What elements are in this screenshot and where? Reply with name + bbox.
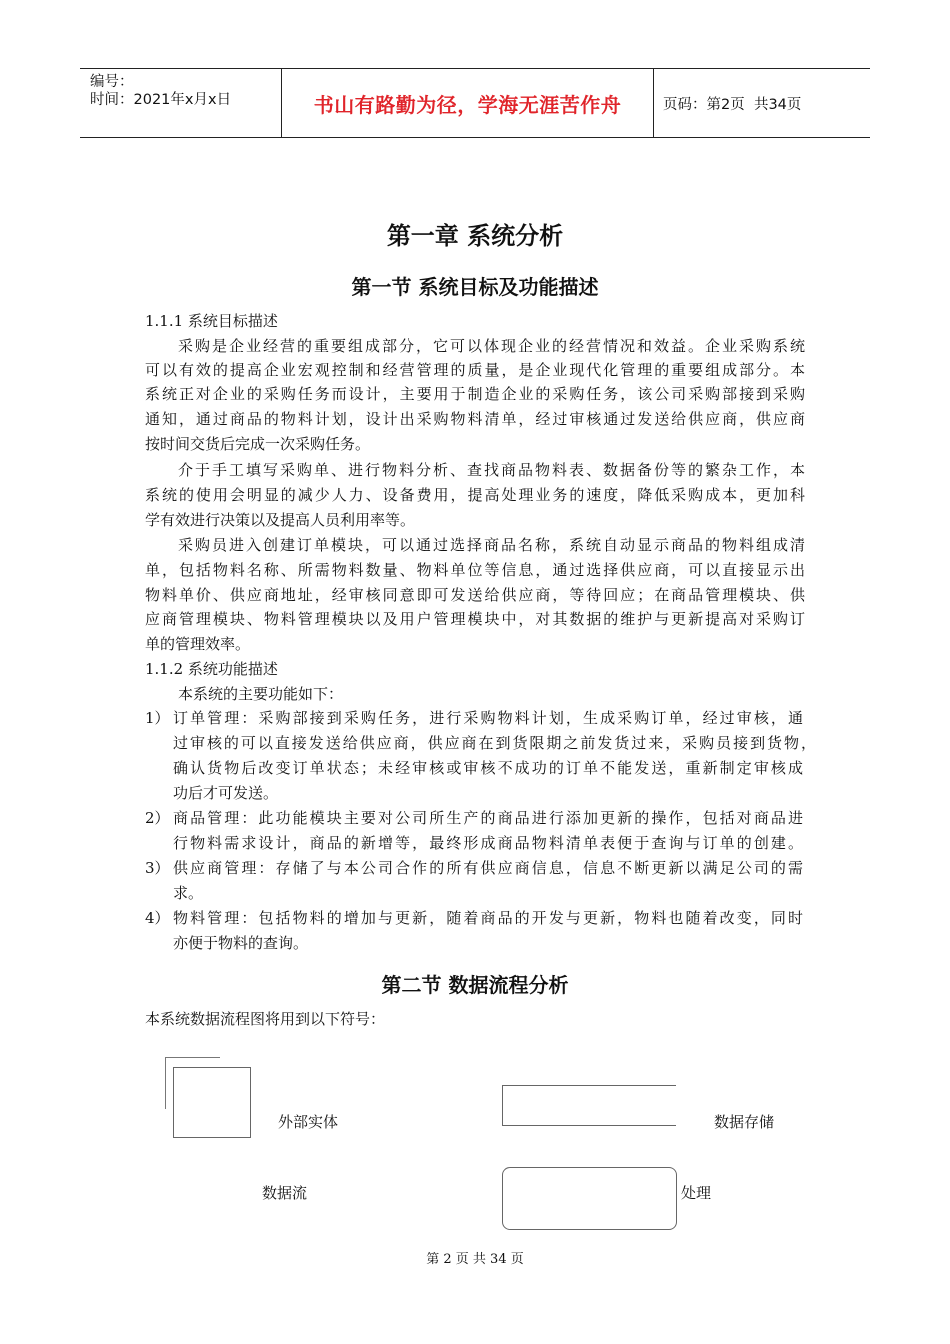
list-item-line: 行物料需求设计，商品的新增等，最终形成商品物料清单表便于查询与订单的创建。 [173,834,803,852]
list-item-line: 商品管理：此功能模块主要对公司所生产的商品进行添加更新的操作，包括对商品进 [173,809,803,827]
date-label: 时间：2021年x月x日 [90,92,232,108]
external-entity-label: 外部实体 [278,1113,339,1131]
paragraph-line: 介于手工填写采购单、进行物料分析、查找商品物料表、数据备份等的繁杂工作，本 [178,461,805,479]
paragraph-line: 采购员进入创建订单模块，可以通过选择商品名称，系统自动显示商品的物料组成清 [178,536,805,554]
paragraph-line: 物料单价、供应商地址，经审核同意即可发送给供应商，等待回应；在商品管理模块、供 [145,586,805,604]
section2-title: 第二节 数据流程分析 [381,973,569,997]
data-store-label: 数据存储 [714,1113,775,1131]
external-entity-symbol [173,1067,251,1138]
header-motto: 书山有路勤为径，学海无涯苦作舟 [282,69,654,137]
section2-intro: 本系统数据流程图将用到以下符号： [145,1010,386,1028]
list-item-line: 订单管理：采购部接到采购任务，进行采购物料计划，生成采购订单，经过审核，通 [173,709,803,727]
list-number: 3） [145,859,170,877]
functions-intro: 本系统的主要功能如下： [178,685,344,703]
paragraph-line: 可以有效的提高企业宏观控制和经营管理的质量，是企业现代化管理的重要组成部分。本 [145,361,805,379]
header-page-code [654,69,870,137]
list-item-line: 求。 [173,884,204,902]
page-header [80,68,870,138]
list-item-line: 物料管理：包括物料的增加与更新，随着商品的开发与更新，物料也随着改变，同时 [173,909,803,927]
data-flow-label: 数据流 [262,1184,308,1202]
list-number: 4） [145,909,170,927]
header-meta [80,69,282,137]
paragraph-line: 系统的使用会明显的减少人力、设备费用，提高处理业务的速度，降低采购成本，更加科 [145,486,805,504]
paragraph-line: 单，包括物料名称、所需物料数量、物料单位等信息，通过选择供应商，可以直接显示出 [145,561,805,579]
list-item-line: 亦便于物料的查询。 [173,934,309,952]
data-store-symbol [502,1085,676,1126]
paragraph-line: 采购是企业经营的重要组成部分，它可以体现企业的经营情况和效益。企业采购系统 [178,337,805,355]
list-number: 1） [145,709,170,727]
list-item-line: 供应商管理：存储了与本公司合作的所有供应商信息，信息不断更新以满足公司的需 [173,859,803,877]
list-item-line: 过审核的可以直接发送给供应商，供应商在到货限期之前发货过来，采购员接到货物， [173,734,816,752]
list-item-line: 确认货物后改变订单状态；未经审核或审核不成功的订单不能发送，重新制定审核成 [173,759,803,777]
paragraph-line: 学有效进行决策以及提高人员利用率等。 [145,511,416,529]
sub1-heading: 1.1.1 系统目标描述 [145,312,278,330]
paragraph-line: 应商管理模块、物料管理模块以及用户管理模块中，对其数据的维护与更新提高对采购订 [145,610,805,628]
paragraph-line: 单的管理效率。 [145,635,251,653]
external-entity-shadow-top [165,1057,220,1058]
serial-label: 编号： [90,74,134,90]
sub2-heading: 1.1.2 系统功能描述 [145,660,278,678]
process-label: 处理 [681,1184,712,1202]
paragraph-line: 通知，通过商品的物料计划，设计出采购物料清单，经过审核通过发送给供应商，供应商 [145,410,805,428]
section1-title: 第一节 系统目标及功能描述 [351,275,599,299]
external-entity-shadow-left [165,1057,166,1109]
paragraph-line: 系统正对企业的采购任务而设计，主要用于制造企业的采购任务，该公司采购部接到采购 [145,385,805,403]
page-footer: 第 2 页 共 34 页 [426,1252,524,1267]
list-number: 2） [145,809,170,827]
chapter-title: 第一章 系统分析 [386,222,564,250]
paragraph-line: 按时间交货后完成一次采购任务。 [145,435,371,453]
process-symbol [502,1167,677,1230]
page-code-text: 页码：第2页 共34页 [663,96,802,113]
list-item-line: 功后才可发送。 [173,784,279,802]
